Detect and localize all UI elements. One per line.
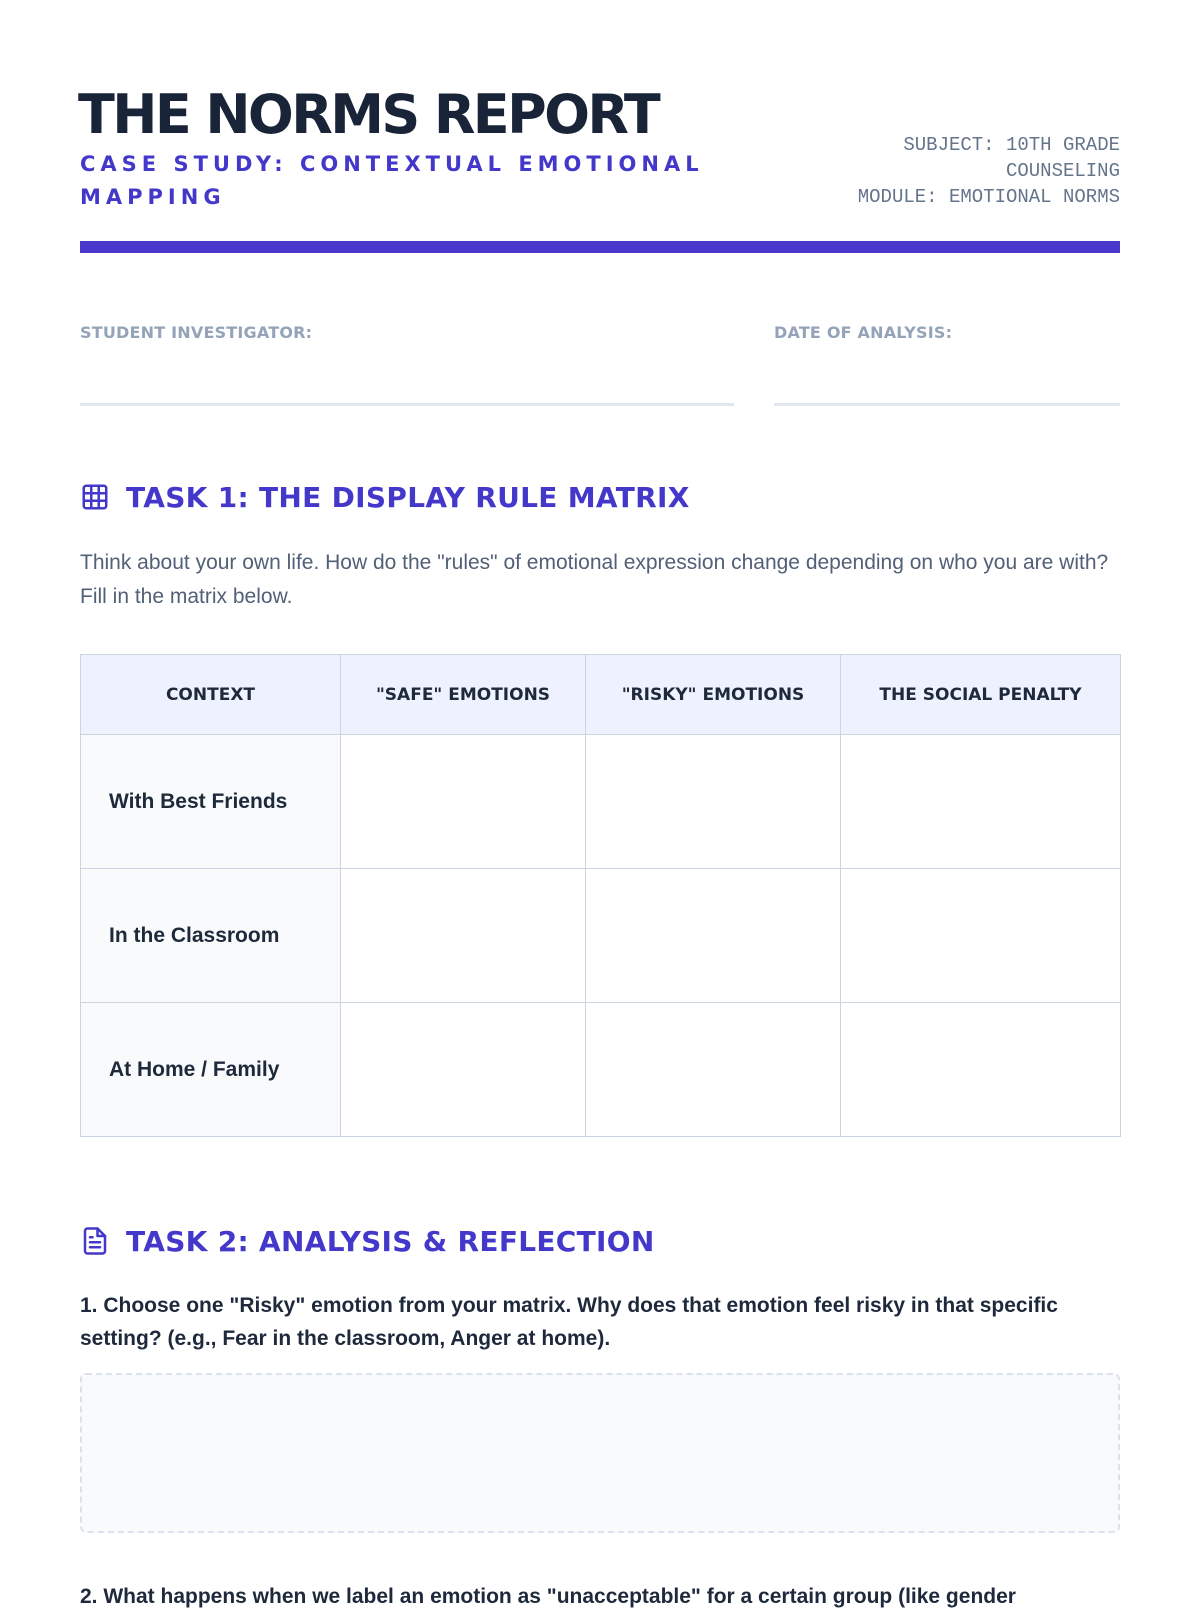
table-row (81, 1003, 1121, 1137)
safe-emotions-cell[interactable] (341, 1003, 586, 1137)
risky-emotions-cell[interactable] (586, 735, 841, 869)
table-row (81, 735, 1121, 869)
column-header-safe-emotions: "SAFE" EMOTIONS (341, 655, 586, 735)
meta-subject: SUBJECT: 10TH GRADE COUNSELING (903, 134, 1120, 182)
row-label-home-family: At Home / Family (81, 1003, 341, 1137)
question-2: 2. What happens when we label an emotion as "unacceptable" for a certain group (like gender (80, 1585, 1016, 1608)
risky-emotions-cell[interactable] (586, 1003, 841, 1137)
task2-title: TASK 2: ANALYSIS & REFLECTION (126, 1224, 655, 1258)
row-label-best-friends: With Best Friends (81, 735, 341, 869)
task1-heading (80, 477, 690, 517)
column-header-risky-emotions: "RISKY" EMOTIONS (586, 655, 841, 735)
grid-icon (80, 481, 112, 513)
social-penalty-cell[interactable] (841, 735, 1121, 869)
row-label-classroom: In the Classroom (81, 869, 341, 1003)
task1-instructions: Think about your own life. How do the "rules" of emotional expression change depending on who you are with? Fill in the matrix below. (80, 551, 1109, 608)
document-icon (80, 1225, 112, 1257)
social-penalty-cell[interactable] (841, 869, 1121, 1003)
report-header (78, 83, 1120, 209)
student-investigator-label: STUDENT INVESTIGATOR: (80, 323, 313, 342)
date-of-analysis-field[interactable] (774, 403, 1120, 406)
meta-info (780, 132, 1120, 210)
safe-emotions-cell[interactable] (341, 735, 586, 869)
matrix-header-row (81, 655, 1121, 735)
meta-module: MODULE: EMOTIONAL NORMS (857, 186, 1120, 208)
table-row (81, 869, 1121, 1003)
task2-heading (80, 1221, 655, 1261)
task1-title: TASK 1: THE DISPLAY RULE MATRIX (126, 480, 690, 514)
date-of-analysis-label: DATE OF ANALYSIS: (774, 323, 953, 342)
column-header-context: CONTEXT (81, 655, 341, 735)
worksheet-page (78, 0, 1120, 1608)
page-subtitle: CASE STUDY: CONTEXTUAL EMOTIONAL MAPPING (80, 152, 704, 209)
risky-emotions-cell[interactable] (586, 869, 841, 1003)
student-investigator-field[interactable] (80, 403, 734, 406)
social-penalty-cell[interactable] (841, 1003, 1121, 1137)
display-rule-matrix (80, 654, 1121, 1137)
column-header-social-penalty: THE SOCIAL PENALTY (841, 655, 1121, 735)
question-1-answer-box[interactable] (80, 1373, 1120, 1533)
header-divider (80, 241, 1120, 253)
question-1: 1. Choose one "Risky" emotion from your matrix. Why does that emotion feel risky in that specific setting? (e.g., Fear in the classroom, Anger at home). (80, 1294, 1058, 1350)
safe-emotions-cell[interactable] (341, 869, 586, 1003)
page-title: THE NORMS REPORT (78, 83, 659, 146)
